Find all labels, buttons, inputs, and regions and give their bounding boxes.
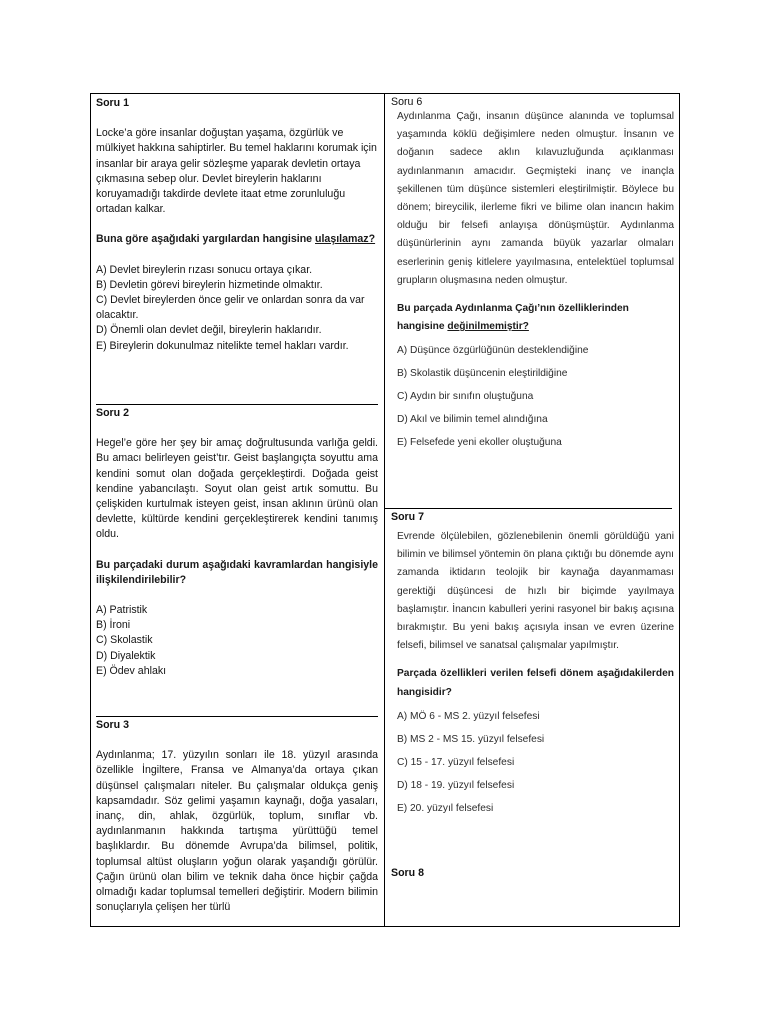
option-b[interactable]: B) Skolastik düşüncenin eleştirildiğine [397, 368, 568, 380]
question-1-title: Soru 1 [96, 97, 129, 109]
separator-line [96, 716, 378, 717]
question-6-text: Aydınlanma Çağı, insanın düşünce alanında ve toplumsal yaşamında köklü değişimlere neden olmuştur. İnsanın ve doğanın sadece aklın kılavuzluğunda açıklanması aydınlanmanın amacıdır. Geçmişteki inanç ve inançla şekillenen tüm düşünce sistemleri eleştirilmiştir. Böylece bu dönem; bireycilik, ilerleme fikri ve bilime olan inancın hakim olduğu bir felsefi anlayışa dönüşmüştür. Aydınlanma düşünürlerinin aynı zamanda büyük yazarlar olmaları eserlerinin geniş kitlelere yayılmasına, entelektüel toplumsal grupların oluşmasına neden olmuştur. [397, 111, 674, 286]
question-2-title: Soru 2 [96, 407, 129, 419]
question-3 [96, 718, 378, 915]
question-2-text: Hegel’e göre her şey bir amaç doğrultusunda varlığa geldi. Bu amacı belirleyen geist’tır. Geist başlangıçta soyuttu ama kendini somut olan doğada gerçekleştirdi. Doğada geist kendine yabancılaştı. Soyut olan geist artık somuttu. Bu çelişkiden kurtulmak isteyen geist, insan aklının ürünü olan devlette, kültürde kendini gerçekleştirerek kendini tanımış oldu. [96, 437, 378, 541]
option-b[interactable]: B) MS 2 - MS 15. yüzyıl felsefesi [397, 733, 545, 745]
question-6-title: Soru 6 [391, 96, 423, 108]
option-d[interactable]: D) 18 - 19. yüzyıl felsefesi [397, 779, 515, 791]
column-divider [384, 93, 385, 927]
option-a[interactable]: A) Patristik [96, 604, 148, 617]
separator-line [96, 404, 378, 405]
option-a[interactable]: A) MÖ 6 - MS 2. yüzyıl felsefesi [397, 710, 540, 722]
question-1-prompt: Buna göre aşağıdaki yargılardan hangisine ulaşılamaz? [96, 233, 376, 246]
question-6-emphasis: değinilmemiştir? [447, 321, 529, 333]
option-a[interactable]: A) Devlet bireylerin rızası sonucu ortaya çıkar. [96, 263, 313, 276]
question-7-options [397, 708, 674, 818]
option-c[interactable]: C) Skolastik [96, 634, 153, 647]
question-2-options [96, 603, 378, 679]
option-c[interactable]: C) 15 - 17. yüzyıl felsefesi [397, 756, 515, 768]
question-6 [397, 108, 674, 457]
option-d[interactable]: D) Diyalektik [96, 649, 156, 662]
option-e[interactable]: E) Bireylerin dokunulmaz nitelikte temel hakları vardır. [96, 339, 349, 352]
question-7-prompt: Parçada özellikleri verilen felsefi dönem aşağıdakilerden hangisidir? [397, 668, 674, 698]
option-e[interactable]: E) Felsefede yeni ekoller oluştuğuna [397, 437, 562, 449]
option-b[interactable]: B) Devletin görevi bireylerin hizmetinde olmaktır. [96, 278, 323, 291]
option-d[interactable]: D) Önemli olan devlet değil, bireylerin haklarıdır. [96, 324, 322, 337]
question-2 [96, 406, 378, 679]
option-a[interactable]: A) Düşünce özgürlüğünün desteklendiğine [397, 345, 589, 357]
option-e[interactable]: E) Ödev ahlakı [96, 664, 167, 677]
question-3-title: Soru 3 [96, 719, 129, 731]
question-1-text: Locke’a göre insanlar doğuştan yaşama, özgürlük ve mülkiyet hakkına sahiptirler. Bu temel haklarını korumak için insanlar bir araya gelir sözleşme yaparak devletin ortaya çıkmasına sebep olur. Devlet bireylerin haklarını koruyamadığı takdirde devlete itaat etme zorunluluğu ortadan kalkar. [96, 127, 377, 216]
question-2-prompt: Bu parçadaki durum aşağıdaki kavramlardan hangisiyle ilişkilendirilebilir? [96, 558, 378, 586]
question-6-prompt: Bu parçada Aydınlanma Çağı’nın özelliklerinden hangisine değinilmemiştir? [397, 303, 629, 333]
question-1-options [96, 263, 378, 354]
question-7-title: Soru 7 [391, 511, 424, 523]
option-c[interactable]: C) Aydın bir sınıfın oluştuğuna [397, 391, 534, 403]
option-c[interactable]: C) Devlet bireylerden önce gelir ve onlardan sonra da var olacaktır. [96, 294, 365, 322]
option-b[interactable]: B) İroni [96, 619, 131, 632]
question-6-options [397, 342, 674, 452]
separator-line [384, 508, 672, 509]
option-e[interactable]: E) 20. yüzyıl felsefesi [397, 802, 494, 814]
question-1 [96, 96, 378, 354]
question-8-title: Soru 8 [391, 867, 424, 879]
option-d[interactable]: D) Akıl ve bilimin temel alındığına [397, 414, 548, 426]
question-3-text: Aydınlanma; 17. yüzyılın sonları ile 18. yüzyıl arasında özellikle İngiltere, Fransa ve Almanya’da ortaya çıkan düşünsel çalışmaları niteler. Bu çalışmalar oldukça geniş kapsamdadır. Söz gelimi yaşamın kaynağı, doğa yasaları, inanç, din, ahlak, özgürlük, toplum, sınıflar vb. aydınlanmanın hakkında tartışma yürüttüğü temel başlıklardır. Bu dönemde Avrupa’da bilimsel, politik, toplumsal altüst oluşların yoğun olarak yaşandığı görülür. Çağın ürünü olan bilim ve teknik daha önce hiçbir çağda olmadığı kadar toplumsal temelleri değiştirir. Modern bilimin sonuçlarıyla çelişen her türlü [96, 749, 378, 914]
question-1-emphasis: ulaşılamaz? [315, 233, 376, 246]
question-7-text: Evrende ölçülebilen, gözlenebilenin önemli görüldüğü yani bilimin ve bilimsel yöntemin ön plana çıktığı bu dönemde aynı zamanda iktidarın teolojik bir kaynağa dayanmaması gerektiği düşüncesi de hızlı bir biçimde yayılmaya başlamıştır. İnancın kabulleri yerini rasyonel bir bakış açısına bırakmıştır. Bu yeni bakış açısıyla insan ve evren üzerine felsefi, bilimsel ve sanatsal çalışmalar yapılmıştır. [397, 531, 674, 652]
question-7 [397, 528, 674, 823]
